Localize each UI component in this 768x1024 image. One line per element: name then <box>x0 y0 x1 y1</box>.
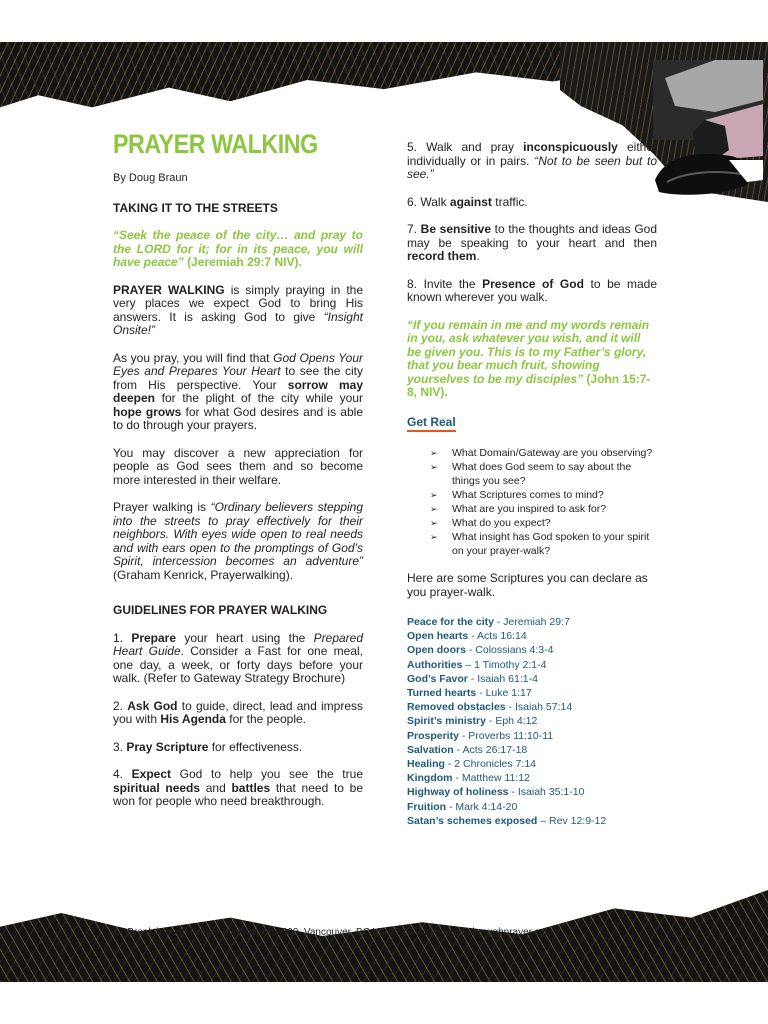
bold-term: hope grows <box>113 404 182 419</box>
scripture-topic: Peace for the city <box>407 616 494 628</box>
bold-term: sorrow may deepen <box>113 377 364 405</box>
page-number: 1 <box>113 927 119 938</box>
section-heading-guidelines: GUIDELINES FOR PRAYER WALKING <box>113 603 328 617</box>
arrow-bullet-icon: ➢ <box>430 532 438 542</box>
scripture-separator: - <box>452 772 462 785</box>
quote-jeremiah <box>113 229 363 270</box>
reflection-questions-list <box>407 446 657 558</box>
scripture-topic: God’s Favor <box>407 672 468 685</box>
question-text: What insight has God spoken to your spirit on your prayer-walk? <box>452 531 650 557</box>
scripture-list <box>407 615 657 828</box>
emphasis: “Not to be seen but to see.” <box>407 153 658 181</box>
bold-term: inconspicuously <box>523 140 618 154</box>
scripture-topic: Kingdom <box>407 772 453 785</box>
text-run: God to help you see the true <box>171 767 363 781</box>
bold-term: Ask God <box>127 698 178 713</box>
lead-term: PRAYER WALKING <box>113 282 225 297</box>
emphasis: God Opens Your Eyes and Prepares Your Heart <box>113 350 363 378</box>
text-run: Prayer walking is <box>113 500 211 514</box>
text-run: 8. Invite the <box>407 276 483 291</box>
guideline-6 <box>407 196 657 210</box>
guideline-8 <box>407 278 657 305</box>
guideline-3 <box>113 741 363 755</box>
scripture-item <box>407 615 657 629</box>
page-footer <box>113 927 553 938</box>
question-text: What are you inspired to ask for? <box>452 503 607 515</box>
question-item <box>430 530 657 558</box>
scripture-separator: - <box>458 729 469 742</box>
scripture-separator: - <box>476 687 486 700</box>
bold-term: spiritual needs <box>113 780 201 795</box>
guideline-2 <box>113 700 363 727</box>
emphasis: “Insight Onsite!” <box>113 309 363 337</box>
scripture-topic: Open doors <box>407 644 466 657</box>
scripture-separator: - <box>493 616 504 628</box>
scripture-reference: Eph 4:12 <box>495 715 538 728</box>
bold-term: Presence of God <box>482 276 584 291</box>
scripture-topic: Turned hearts <box>407 687 477 700</box>
guideline-7 <box>407 223 657 264</box>
emphasis: “Ordinary believers stepping into the streets to pray effectively for their neighbors. With eyes wide open to real needs and with ears open to the promptings of God’s Spirit, intercession becomes an adventure” <box>113 500 364 568</box>
quote-text: “If you remain in me and my words remain in you, ask whatever you wish, and it will be given you. This is to my Father’s glory, that you bear much fruit, showing yourselves to be my disciples” <box>407 317 650 386</box>
scripture-intro: Here are some Scriptures you can declare as you prayer-walk. <box>407 571 648 599</box>
scripture-item <box>407 658 657 672</box>
guideline-4 <box>113 768 363 809</box>
scripture-item <box>407 686 657 700</box>
scripture-reference: Acts 26:17-18 <box>462 743 528 756</box>
scripture-separator: - <box>508 786 518 799</box>
scripture-separator: - <box>467 672 478 685</box>
scripture-reference: Luke 1:17 <box>485 687 532 700</box>
scripture-reference: Isaiah 35:1-10 <box>517 786 585 799</box>
text-run: to be made known wherever you walk. <box>407 276 657 304</box>
quote-reference: (Jeremiah 29:7 NIV). <box>187 255 302 269</box>
scripture-topic: Highway of holiness <box>407 786 509 799</box>
text-run: for the plight of the city while your <box>155 391 363 405</box>
text-run: As you pray, you will find that <box>113 350 274 365</box>
text-run: for what God desires and is able to do through your prayers. <box>113 404 363 432</box>
text-run: to see the city from His perspective. Your <box>113 364 363 392</box>
text-run: is simply praying in the very places we expect God to bring His answers. It is asking God to give <box>113 282 364 324</box>
text-run: (Graham Kenrick, Prayerwalking). <box>113 567 294 582</box>
arrow-bullet-icon: ➢ <box>430 448 438 458</box>
footer-text: Breakthrough Prayer Ministry, Box 300, Vancouver, BC V6C 2X3 | www.breakthroughprayer.com <box>127 927 554 938</box>
bold-term: His Agenda <box>160 712 226 726</box>
question-item <box>430 460 657 488</box>
text-run: traffic. <box>491 194 528 209</box>
scripture-reference: Isaiah 61:1-4 <box>477 672 538 685</box>
bold-term: record them <box>407 249 477 263</box>
scripture-separator: - <box>465 644 476 657</box>
page-title: PRAYER WALKING <box>113 129 318 159</box>
scripture-topic: Satan’s schemes exposed <box>407 814 538 827</box>
arrow-bullet-icon: ➢ <box>430 518 438 528</box>
scripture-item <box>407 800 657 814</box>
question-text: What does God seem to say about the things you see? <box>452 461 632 487</box>
arrow-bullet-icon: ➢ <box>430 504 438 514</box>
scripture-topic: Salvation <box>407 743 454 756</box>
question-text: What Scriptures comes to mind? <box>452 489 604 501</box>
section-heading-streets: TAKING IT TO THE STREETS <box>113 200 278 215</box>
scripture-separator: – <box>537 814 550 827</box>
bold-term: Be sensitive <box>420 222 492 236</box>
text-run: 6. Walk <box>407 194 450 209</box>
question-text: What do you expect? <box>452 517 551 529</box>
scripture-reference: Colossians 4:3-4 <box>475 644 554 657</box>
text-run: to guide, direct, lead and impress you with <box>113 698 364 726</box>
scripture-item <box>407 771 657 785</box>
scripture-item <box>407 629 657 643</box>
quote-john <box>407 319 657 400</box>
scripture-reference: Rev 12:9-12 <box>549 814 607 827</box>
text-run: for effectiveness. <box>208 739 303 754</box>
text-run: either individually or in pairs. <box>407 140 657 168</box>
scripture-reference: Isaiah 57:14 <box>514 701 573 714</box>
scripture-separator: - <box>468 630 478 643</box>
scripture-item <box>407 814 657 828</box>
scripture-item <box>407 714 657 728</box>
guideline-1 <box>113 632 363 686</box>
scripture-separator: - <box>446 800 456 813</box>
paragraph-prayer-walking <box>113 284 363 338</box>
bold-term: Pray Scripture <box>126 739 209 754</box>
scripture-topic: Authorities <box>407 658 463 671</box>
scripture-separator: – <box>462 658 475 671</box>
paragraph-appreciation: You may discover a new appreciation for people as God sees them and so become more interested in their welfare. <box>113 445 363 487</box>
get-real-heading: Get Real <box>407 416 456 433</box>
quote-reference: (John 15:7-8, NIV). <box>407 371 651 399</box>
scripture-topic: Spirit’s ministry <box>407 715 486 728</box>
scripture-topic: Removed obstacles <box>407 701 506 714</box>
quote-text: “Seek the peace of the city… and pray to the LORD for it; for in its peace, you will have peace” <box>113 228 363 269</box>
scripture-topic: Fruition <box>407 800 447 813</box>
question-item <box>430 502 657 516</box>
question-text: What Domain/Gateway are you observing? <box>452 447 653 459</box>
scripture-reference: Mark 4:14-20 <box>455 800 518 813</box>
scripture-separator: - <box>485 715 496 728</box>
text-run: your heart using the <box>176 630 314 645</box>
scripture-reference: Acts 16:14 <box>477 630 527 643</box>
bold-term: against <box>449 194 492 209</box>
guideline-5 <box>407 141 657 182</box>
scripture-item <box>407 700 657 714</box>
text-run: 2. <box>113 698 128 713</box>
bold-term: Prepare <box>131 630 177 645</box>
right-column <box>407 141 657 828</box>
scripture-item <box>407 672 657 686</box>
question-item <box>430 446 657 460</box>
text-run: that need to be won for people who need breakthrough. <box>113 780 363 808</box>
scripture-item <box>407 729 657 743</box>
left-column <box>113 128 363 823</box>
question-item <box>430 516 657 530</box>
bold-term: Expect <box>131 767 172 781</box>
scripture-reference: Proverbs 11:10-11 <box>468 729 554 742</box>
text-run: 4. <box>113 767 132 781</box>
byline: By Doug Braun <box>113 172 188 184</box>
text-run: 5. Walk and pray <box>407 140 524 154</box>
scripture-reference: 1 Timothy 2:1-4 <box>474 658 547 671</box>
text-run: for the people. <box>225 712 306 726</box>
paragraph-definition <box>113 501 363 582</box>
arrow-bullet-icon: ➢ <box>430 462 438 472</box>
scripture-topic: Open hearts <box>407 630 469 643</box>
paragraph-as-you-pray <box>113 352 363 433</box>
text-run: . <box>476 249 480 263</box>
scripture-separator: - <box>453 743 463 756</box>
scripture-reference: Matthew 11:12 <box>461 772 530 785</box>
scripture-topic: Healing <box>407 758 445 771</box>
scripture-reference: Jeremiah 29:7 <box>503 616 570 628</box>
text-run: to the thoughts and ideas God may be speaking to your heart and then <box>407 222 657 250</box>
question-item <box>430 488 657 502</box>
text-run: 7. <box>407 222 421 236</box>
scripture-topic: Prosperity <box>407 729 459 742</box>
arrow-bullet-icon: ➢ <box>430 490 438 500</box>
text-run: and <box>200 780 232 795</box>
scripture-item <box>407 643 657 657</box>
bold-term: battles <box>231 780 271 795</box>
scripture-reference: 2 Chronicles 7:14 <box>454 758 536 771</box>
text-run: 1. <box>113 630 132 645</box>
dress-shoe-photo <box>645 60 763 200</box>
emphasis: Prepared Heart Guide <box>113 630 364 658</box>
text-run: 3. <box>113 739 127 754</box>
scripture-item <box>407 743 657 757</box>
scripture-item <box>407 785 657 799</box>
scripture-item <box>407 757 657 771</box>
scripture-separator: - <box>444 758 455 771</box>
text-run: . Consider a Fast for one meal, one day, a week, or forty days before your walk. (Refer to Gateway Strategy Brochure) <box>113 644 363 685</box>
scripture-separator: - <box>505 701 515 714</box>
